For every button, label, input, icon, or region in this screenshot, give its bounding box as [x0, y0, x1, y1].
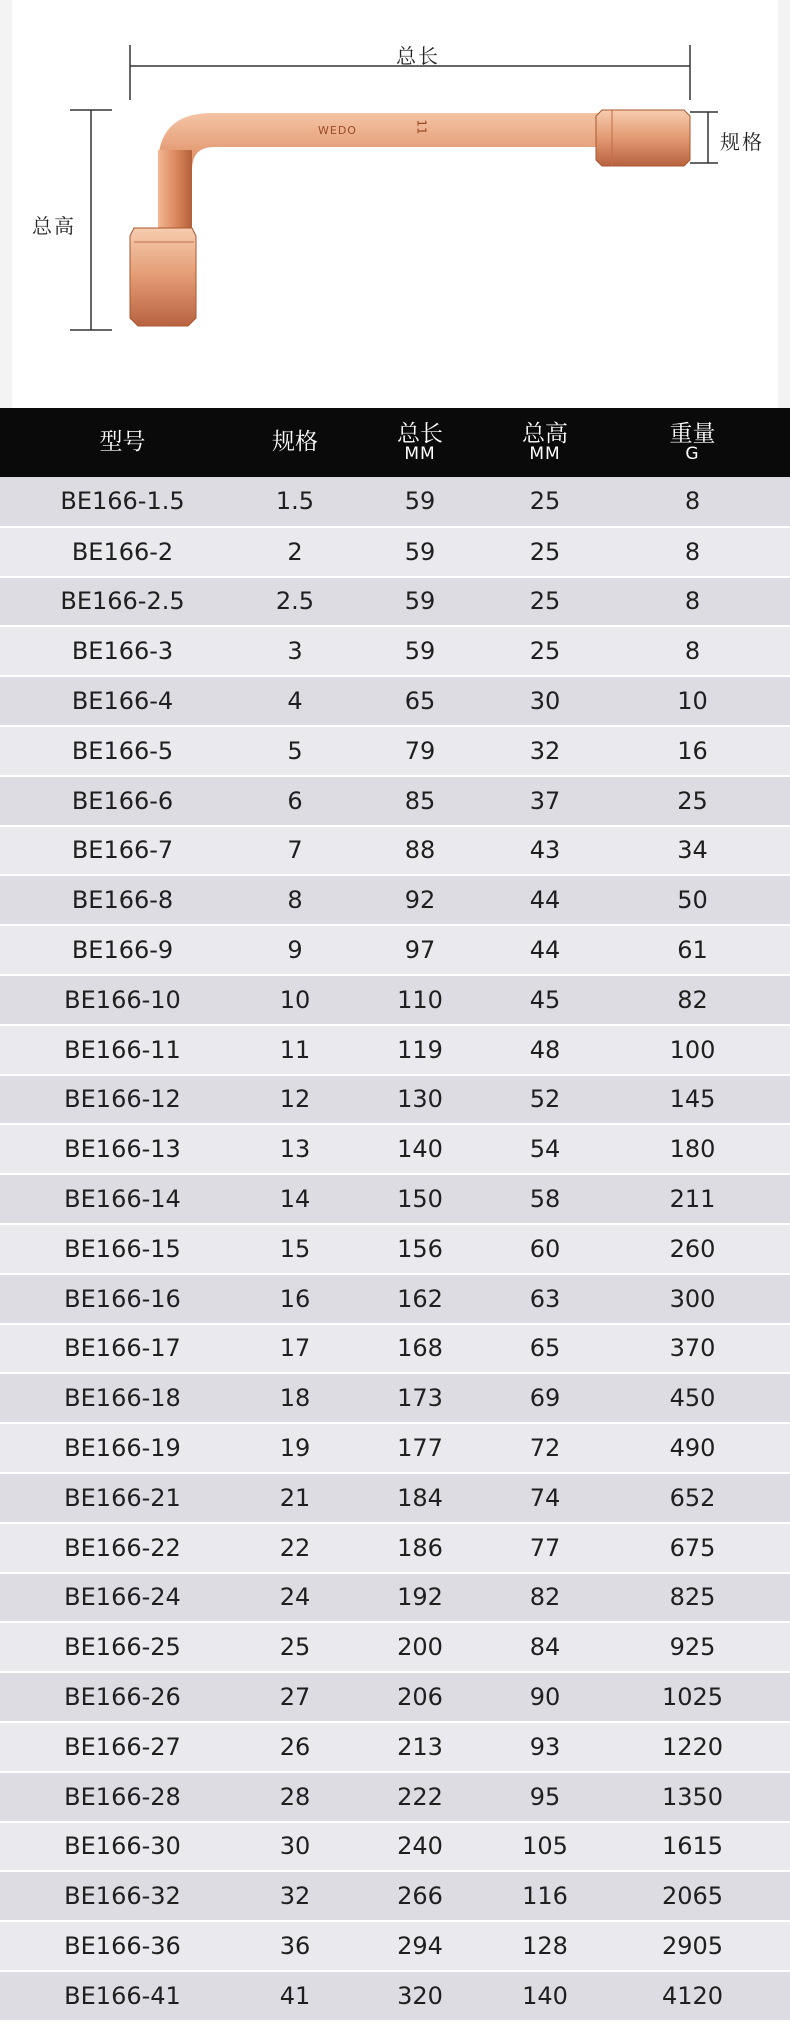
- spec-cell: 24: [279, 1583, 311, 1612]
- model-cell: BE166-4: [71, 687, 174, 716]
- height-cell: 84: [529, 1633, 561, 1662]
- weight-cell: 4120: [661, 1981, 724, 2010]
- table-row: [0, 1772, 790, 1822]
- weight-cell: 211: [669, 1185, 716, 1214]
- weight-cell: 82: [677, 985, 708, 1014]
- model-cell: BE166-28: [64, 1782, 181, 1811]
- height-cell: 54: [529, 1135, 561, 1164]
- model-cell: BE166-6: [71, 786, 174, 815]
- spec-cell: 27: [279, 1683, 311, 1712]
- table-row: [0, 1871, 790, 1921]
- model-cell: BE166-41: [64, 1981, 181, 2010]
- table-row: [0, 1224, 790, 1274]
- column-header-label: 重量: [669, 420, 716, 447]
- table-row: [0, 925, 790, 975]
- spec-cell: 2.5: [275, 587, 315, 616]
- wrench-illustration: [0, 0, 790, 408]
- model-cell: BE166-13: [64, 1135, 181, 1164]
- height-cell: 60: [529, 1234, 561, 1263]
- height-cell: 37: [529, 786, 561, 815]
- height-dimension-line: [70, 110, 112, 330]
- length-cell: 213: [397, 1732, 443, 1761]
- table-row: [0, 1174, 790, 1224]
- weight-cell: 1025: [661, 1683, 724, 1712]
- table-row: [0, 776, 790, 826]
- column-header-height: [495, 408, 595, 477]
- spec-label: 规格: [720, 130, 764, 154]
- table-row: [0, 1473, 790, 1523]
- spec-cell: 28: [279, 1782, 311, 1811]
- column-header-label: 总长: [397, 420, 443, 447]
- model-cell: BE166-26: [64, 1683, 181, 1712]
- spec-cell: 22: [279, 1533, 311, 1562]
- model-cell: BE166-25: [64, 1633, 181, 1662]
- model-cell: BE166-36: [64, 1932, 181, 1960]
- model-cell: BE166-14: [64, 1185, 181, 1214]
- table-row: [0, 1025, 790, 1075]
- spec-dimension-line: [690, 112, 718, 163]
- column-header-spec: [245, 408, 345, 477]
- weight-cell: 825: [669, 1583, 716, 1612]
- total-length-label: 总长: [396, 44, 440, 68]
- length-cell: 240: [397, 1832, 443, 1861]
- spec-cell: 18: [279, 1384, 311, 1413]
- height-cell: 82: [529, 1583, 561, 1612]
- table-row: [0, 676, 790, 726]
- length-cell: 173: [397, 1384, 443, 1413]
- table-row: [0, 1672, 790, 1722]
- height-cell: 44: [529, 886, 561, 915]
- spec-cell: 7: [287, 836, 303, 865]
- length-cell: 59: [404, 537, 436, 566]
- height-cell: 63: [529, 1284, 561, 1313]
- spec-cell: 2: [287, 537, 303, 566]
- height-cell: 140: [522, 1981, 568, 2010]
- table-row: [0, 577, 790, 627]
- model-cell: BE166-27: [64, 1732, 181, 1761]
- table-row: [0, 1373, 790, 1423]
- spec-cell: 30: [279, 1832, 311, 1861]
- table-row: [0, 1573, 790, 1623]
- weight-cell: 370: [669, 1334, 716, 1363]
- column-header-model: [0, 408, 245, 477]
- height-cell: 52: [529, 1085, 561, 1114]
- table-header-row: [0, 408, 790, 477]
- column-header-unit: MM: [529, 443, 561, 464]
- table-row: [0, 1324, 790, 1374]
- weight-cell: 180: [669, 1135, 716, 1164]
- weight-cell: 10: [677, 687, 708, 716]
- column-header-unit: MM: [404, 443, 436, 464]
- model-cell: BE166-1.5: [60, 487, 185, 516]
- height-cell: 25: [529, 487, 561, 516]
- height-cell: 77: [529, 1533, 561, 1562]
- wrench-body: [130, 110, 690, 326]
- column-header-label: 总高: [522, 420, 568, 447]
- length-cell: 206: [397, 1683, 443, 1712]
- spec-cell: 12: [279, 1085, 311, 1114]
- table-row: [0, 626, 790, 676]
- weight-cell: 450: [669, 1384, 716, 1413]
- table-row: [0, 1423, 790, 1473]
- model-cell: BE166-12: [64, 1085, 181, 1114]
- spec-cell: 19: [279, 1434, 311, 1463]
- length-cell: 92: [404, 886, 436, 915]
- weight-cell: 2905: [661, 1932, 724, 1960]
- table-row: [0, 726, 790, 776]
- weight-cell: 2065: [661, 1882, 724, 1911]
- height-cell: 58: [529, 1185, 561, 1214]
- spec-cell: 17: [279, 1334, 311, 1363]
- length-cell: 222: [397, 1782, 443, 1811]
- table-row: [0, 477, 790, 527]
- table-row: [0, 1274, 790, 1324]
- length-cell: 110: [397, 985, 443, 1014]
- model-cell: BE166-15: [64, 1234, 181, 1263]
- height-cell: 90: [529, 1683, 561, 1712]
- weight-cell: 675: [669, 1533, 716, 1562]
- length-cell: 156: [397, 1234, 443, 1263]
- height-cell: 95: [529, 1782, 561, 1811]
- length-cell: 192: [397, 1583, 443, 1612]
- height-cell: 116: [522, 1882, 568, 1911]
- weight-cell: 1615: [661, 1832, 724, 1861]
- spec-cell: 15: [279, 1234, 311, 1263]
- weight-cell: 300: [669, 1284, 716, 1313]
- weight-cell: 8: [684, 587, 701, 616]
- length-cell: 130: [397, 1085, 443, 1114]
- height-cell: 48: [529, 1035, 561, 1064]
- table-row: [0, 527, 790, 577]
- length-cell: 59: [404, 487, 436, 516]
- spec-table: [0, 408, 790, 2022]
- weight-cell: 8: [684, 537, 701, 566]
- spec-cell: 5: [287, 736, 303, 765]
- table-row: [0, 975, 790, 1025]
- spec-cell: 25: [279, 1633, 311, 1662]
- weight-cell: 145: [669, 1085, 716, 1114]
- height-cell: 72: [529, 1434, 561, 1463]
- table-row: [0, 1921, 790, 1971]
- spec-cell: 21: [279, 1483, 311, 1512]
- length-cell: 79: [404, 736, 436, 765]
- column-header-label: 型号: [99, 429, 146, 456]
- length-cell: 162: [397, 1284, 443, 1313]
- weight-cell: 8: [684, 637, 701, 666]
- length-cell: 168: [397, 1334, 443, 1363]
- table-row: [0, 1124, 790, 1174]
- model-cell: BE166-32: [64, 1882, 181, 1911]
- length-cell: 294: [397, 1932, 443, 1960]
- weight-cell: 1220: [661, 1732, 724, 1761]
- column-header-length: [345, 408, 495, 477]
- length-cell: 119: [397, 1035, 443, 1064]
- model-cell: BE166-22: [64, 1533, 181, 1562]
- height-cell: 65: [529, 1334, 561, 1363]
- spec-cell: 4: [287, 687, 303, 716]
- weight-cell: 100: [669, 1035, 716, 1064]
- model-cell: BE166-17: [64, 1334, 181, 1363]
- spec-cell: 6: [287, 786, 303, 815]
- height-cell: 25: [529, 537, 561, 566]
- table-row: [0, 1722, 790, 1772]
- spec-cell: 14: [279, 1185, 311, 1214]
- column-header-unit: G: [685, 443, 700, 464]
- length-cell: 266: [397, 1882, 443, 1911]
- table-row: [0, 1075, 790, 1125]
- model-cell: BE166-2: [71, 537, 174, 566]
- spec-cell: 1.5: [275, 487, 315, 516]
- weight-cell: 925: [669, 1633, 716, 1662]
- brand-stamp: WEDO: [318, 124, 357, 137]
- height-cell: 44: [529, 936, 561, 965]
- column-header-label: 规格: [272, 429, 318, 456]
- model-cell: BE166-16: [64, 1284, 181, 1313]
- total-height-label: 总高: [32, 214, 76, 238]
- spec-cell: 10: [279, 985, 311, 1014]
- model-cell: BE166-18: [64, 1384, 181, 1413]
- height-cell: 25: [529, 637, 561, 666]
- table-row: [0, 875, 790, 925]
- table-row: [0, 1622, 790, 1672]
- model-cell: BE166-21: [64, 1483, 181, 1512]
- table-row: [0, 1822, 790, 1872]
- length-cell: 65: [404, 687, 436, 716]
- spec-cell: 11: [279, 1035, 311, 1064]
- length-cell: 177: [397, 1434, 443, 1463]
- model-cell: BE166-8: [71, 886, 174, 915]
- height-cell: 128: [522, 1932, 568, 1960]
- model-cell: BE166-5: [71, 736, 174, 765]
- spec-cell: 9: [287, 936, 303, 965]
- height-cell: 74: [529, 1483, 561, 1512]
- spec-cell: 3: [287, 637, 303, 666]
- model-cell: BE166-19: [64, 1434, 181, 1463]
- model-cell: BE166-11: [64, 1035, 181, 1064]
- weight-cell: 260: [669, 1234, 716, 1263]
- weight-cell: 652: [669, 1483, 716, 1512]
- weight-cell: 490: [669, 1434, 716, 1463]
- height-cell: 45: [529, 985, 561, 1014]
- size-stamp: 11: [414, 119, 429, 135]
- height-cell: 105: [522, 1832, 568, 1861]
- model-cell: BE166-24: [64, 1583, 181, 1612]
- spec-cell: 13: [279, 1135, 311, 1164]
- weight-cell: 25: [677, 786, 708, 815]
- table-row: [0, 826, 790, 876]
- height-cell: 32: [529, 736, 561, 765]
- weight-cell: 1350: [661, 1782, 724, 1811]
- length-cell: 59: [404, 637, 436, 666]
- length-cell: 140: [397, 1135, 443, 1164]
- weight-cell: 50: [677, 886, 708, 915]
- model-cell: BE166-7: [71, 836, 174, 865]
- weight-cell: 8: [684, 487, 701, 516]
- height-cell: 25: [529, 587, 561, 616]
- height-cell: 30: [529, 687, 561, 716]
- length-cell: 150: [397, 1185, 443, 1214]
- length-cell: 200: [397, 1633, 443, 1662]
- model-cell: BE166-10: [64, 985, 181, 1014]
- weight-cell: 34: [677, 836, 708, 865]
- length-cell: 85: [404, 786, 436, 815]
- spec-cell: 41: [279, 1981, 311, 2010]
- height-cell: 43: [529, 836, 561, 865]
- length-cell: 97: [404, 936, 436, 965]
- table-body: [0, 477, 790, 2021]
- spec-cell: 16: [279, 1284, 311, 1313]
- column-header-weight: [595, 408, 790, 477]
- model-cell: BE166-9: [71, 936, 174, 965]
- length-cell: 59: [404, 587, 436, 616]
- spec-cell: 8: [287, 886, 303, 915]
- length-cell: 186: [397, 1533, 443, 1562]
- spec-cell: 26: [279, 1732, 311, 1761]
- height-cell: 93: [529, 1732, 561, 1761]
- height-cell: 69: [529, 1384, 561, 1413]
- model-cell: BE166-30: [64, 1832, 181, 1861]
- spec-cell: 32: [279, 1882, 311, 1911]
- weight-cell: 16: [677, 736, 708, 765]
- model-cell: BE166-2.5: [60, 587, 185, 616]
- length-cell: 184: [397, 1483, 443, 1512]
- spec-cell: 36: [279, 1932, 311, 1960]
- table-row: [0, 1971, 790, 2021]
- product-diagram: [0, 0, 790, 408]
- model-cell: BE166-3: [71, 637, 174, 666]
- length-cell: 320: [397, 1981, 443, 2010]
- length-cell: 88: [404, 836, 436, 865]
- table-row: [0, 1523, 790, 1573]
- weight-cell: 61: [677, 936, 708, 965]
